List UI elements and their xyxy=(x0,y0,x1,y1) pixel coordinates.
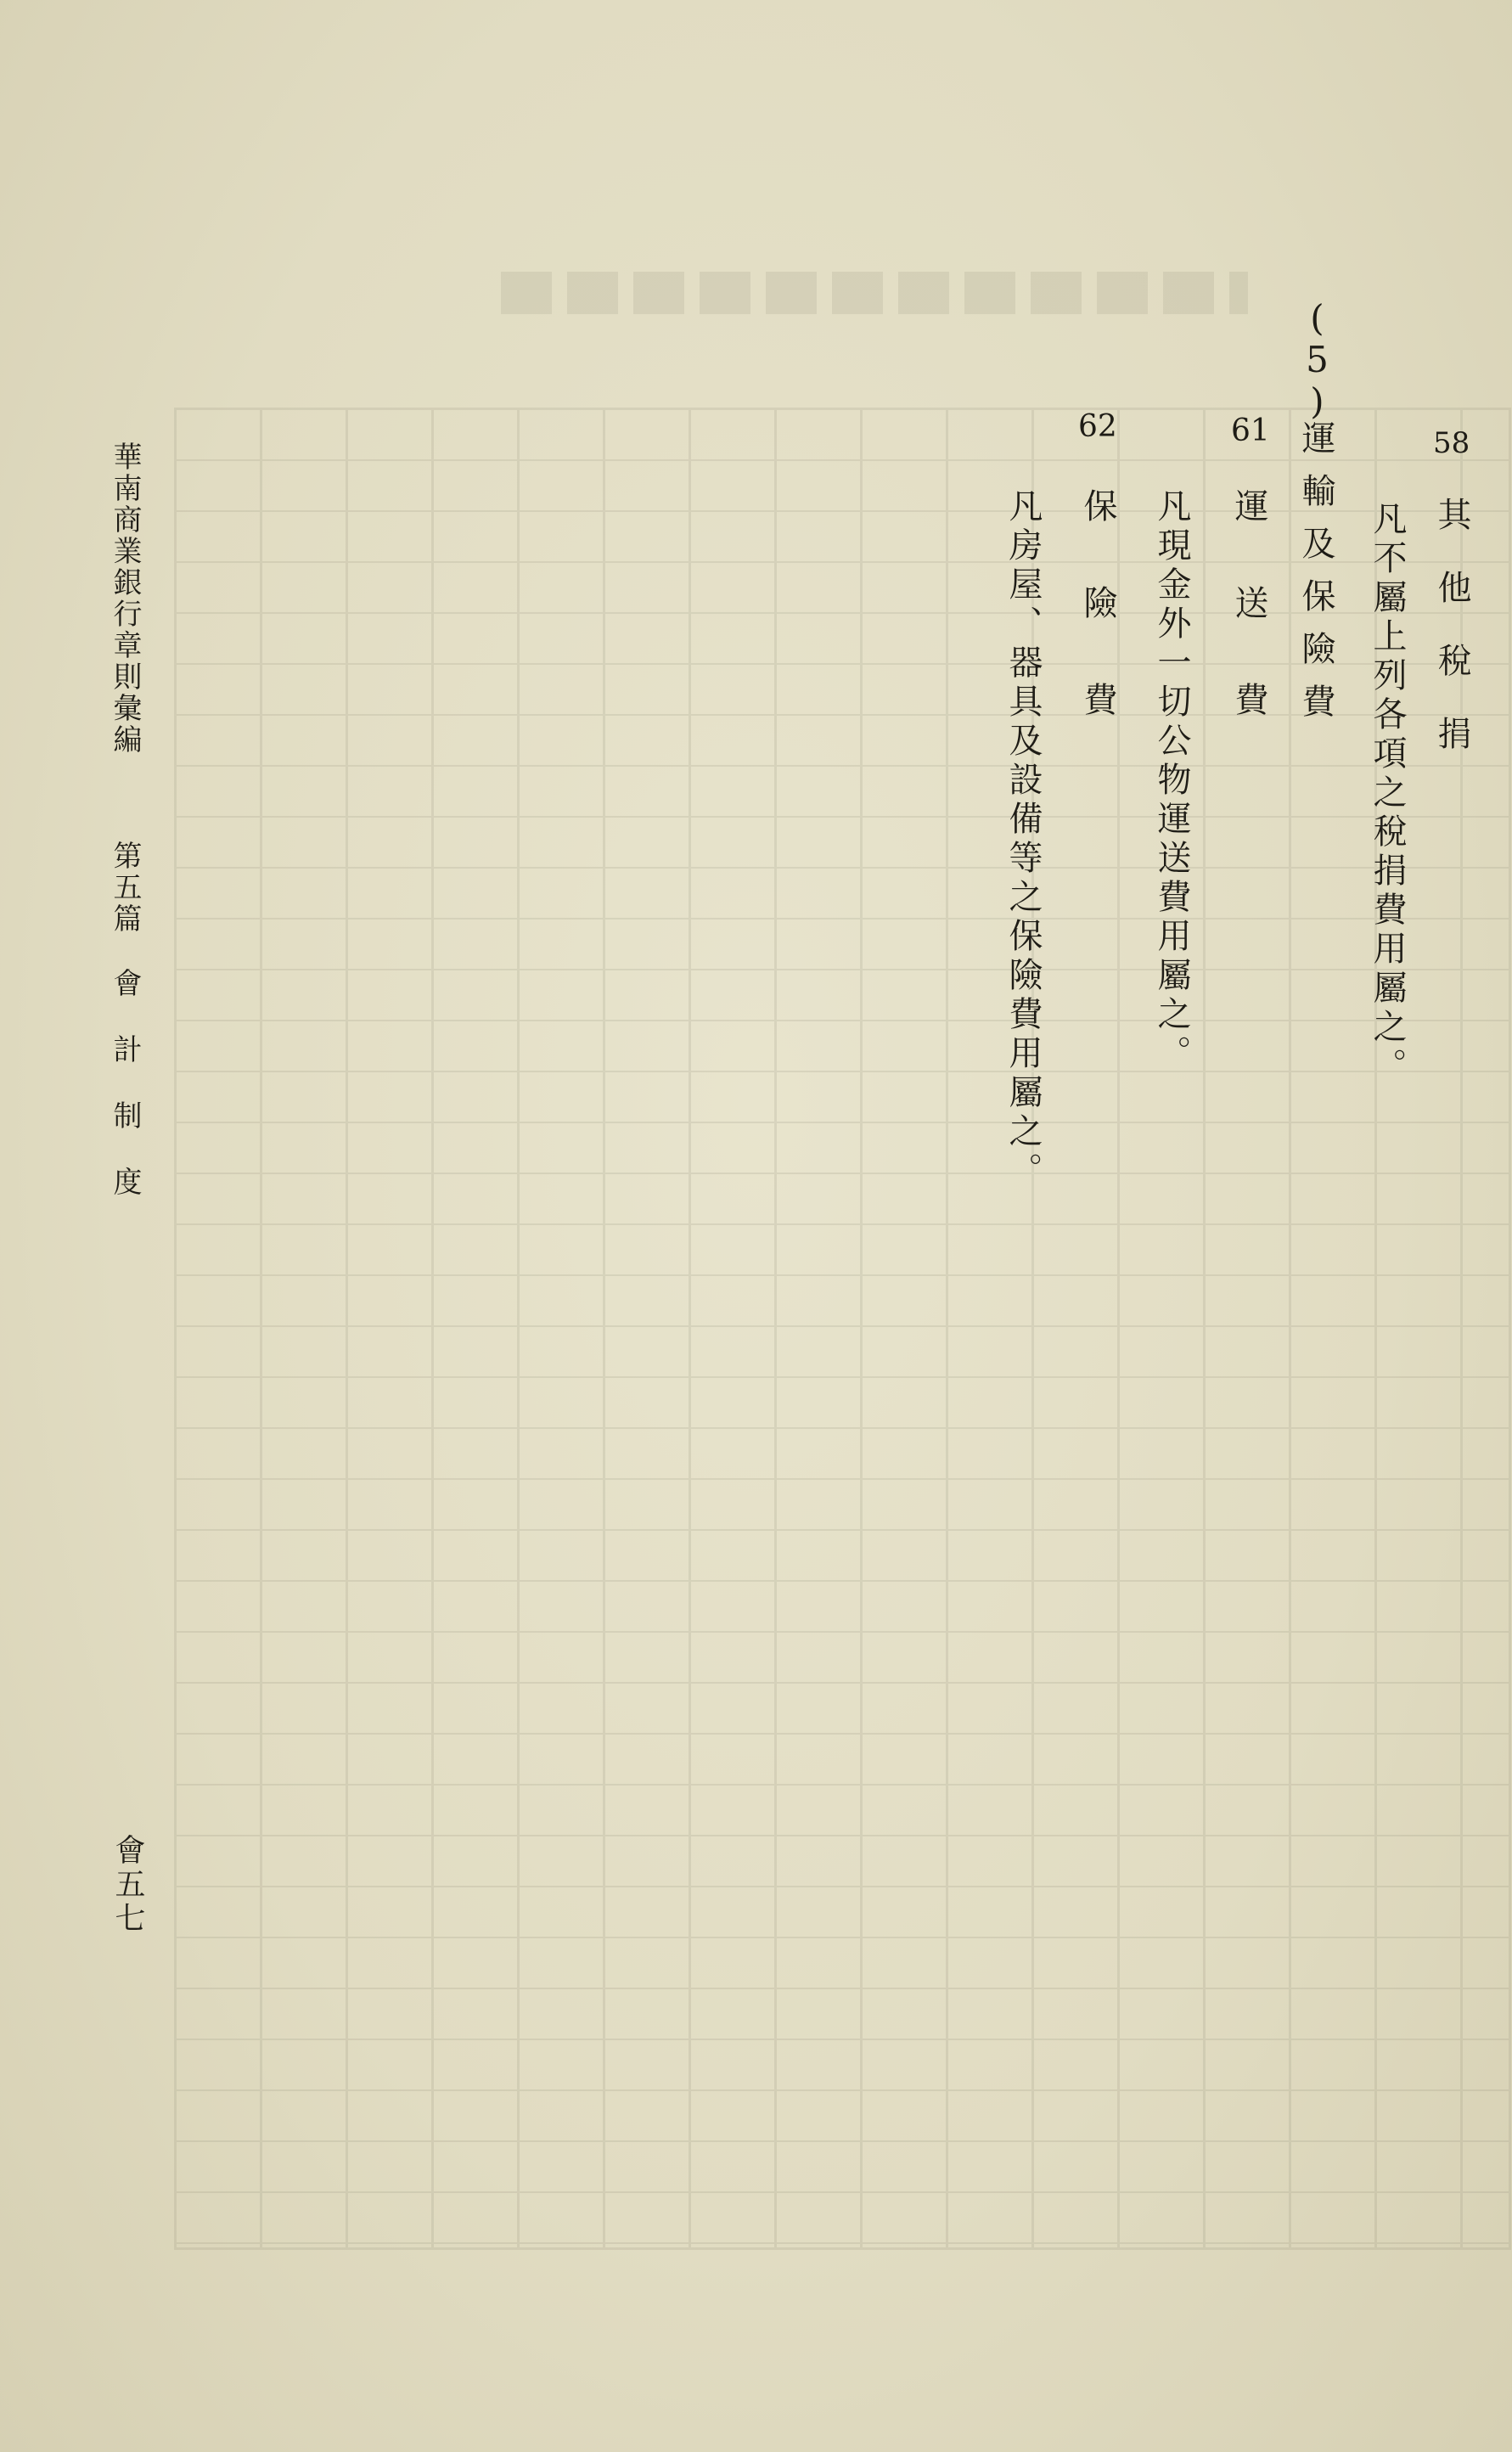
item-61-description: 凡現金外一切公物運送費用屬之。 xyxy=(1152,488,1191,1074)
item-62-title: 保險費 xyxy=(1078,488,1117,779)
chapter-name: 會計制度 xyxy=(108,968,142,1233)
item-58-description: 凡不屬上列各項之稅捐費用屬之。 xyxy=(1368,501,1407,1087)
item-61-number: 61 xyxy=(1231,413,1270,448)
bleed-through-heading xyxy=(501,272,1248,314)
section-5-title: 運輸及保險費 xyxy=(1296,420,1335,736)
chapter-label: 第五篇 xyxy=(108,841,142,935)
item-62-number: 62 xyxy=(1078,409,1117,444)
item-58-title: 其他稅捐 xyxy=(1432,497,1471,789)
item-58-number: 58 xyxy=(1433,426,1470,460)
page-number: 會五七 xyxy=(110,1834,145,1936)
item-62-description: 凡房屋、器具及設備等之保險費用屬之。 xyxy=(1003,488,1043,1191)
section-5-number: (5) xyxy=(1296,297,1338,422)
book-title: 華南商業銀行章則彙編 xyxy=(108,441,142,756)
item-61-title: 運送費 xyxy=(1229,488,1268,779)
